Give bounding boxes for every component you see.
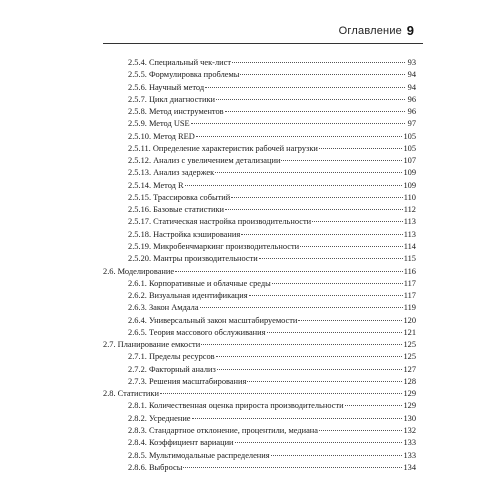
toc-entry-page: 109 xyxy=(403,168,416,178)
toc-entry-page: 127 xyxy=(403,364,416,374)
toc-subsection-entry[interactable] xyxy=(103,118,416,130)
toc-subsection-entry[interactable] xyxy=(103,327,416,339)
toc-entry-title: 2.5.11. Определение характеристик рабочей нагрузки xyxy=(128,143,318,153)
dot-leader xyxy=(319,430,402,431)
dot-leader xyxy=(185,185,403,186)
dot-leader xyxy=(175,271,403,272)
toc-entry-page: 121 xyxy=(403,327,416,337)
toc-entry-page: 125 xyxy=(403,352,416,362)
toc-entry-title: 2.5.18. Настройка кэширования xyxy=(128,229,241,239)
toc-entry-title: 2.5.7. Цикл диагностики xyxy=(128,94,215,104)
toc-entry-title: 2.5.8. Метод инструментов xyxy=(128,107,224,117)
toc-entry-title: 2.8. Статистики xyxy=(103,389,159,399)
dot-leader xyxy=(259,258,403,259)
toc-entry-title: 2.5.16. Базовые статистики xyxy=(128,205,225,215)
toc-entry-title: 2.8.4. Коэффициент вариации xyxy=(128,438,234,448)
toc-subsection-entry[interactable] xyxy=(103,351,416,363)
page-header xyxy=(0,0,500,44)
dot-leader xyxy=(201,344,402,345)
toc-entry-page: 116 xyxy=(403,266,416,276)
toc-subsection-entry[interactable] xyxy=(103,143,416,155)
toc-entry-page: 128 xyxy=(403,376,416,386)
header-divider xyxy=(103,43,423,44)
toc-subsection-entry[interactable] xyxy=(103,216,416,228)
dot-leader xyxy=(225,209,403,210)
toc-subsection-entry[interactable] xyxy=(103,437,416,449)
toc-entry-title: 2.6. Моделирование xyxy=(103,266,175,276)
toc-subsection-entry[interactable] xyxy=(103,290,416,302)
page-number: 9 xyxy=(406,23,414,38)
toc-entry-page: 134 xyxy=(403,462,416,472)
toc-subsection-entry[interactable] xyxy=(103,192,416,204)
toc-entry-title: 2.5.15. Трассировка событий xyxy=(128,192,231,202)
toc-entry-page: 114 xyxy=(403,241,416,251)
toc-entry-title: 2.7. Планирование емкости xyxy=(103,340,201,350)
toc-entry-page: 120 xyxy=(403,315,416,325)
toc-entry-page: 94 xyxy=(407,82,416,92)
toc-entry-page: 110 xyxy=(403,192,416,202)
toc-entry-title: 2.5.6. Научный метод xyxy=(128,82,205,92)
toc-entry-page: 105 xyxy=(403,131,416,141)
toc-entry-title: 2.5.9. Метод USE xyxy=(128,119,190,129)
toc-entry-title: 2.6.2. Визуальная идентификация xyxy=(128,291,248,301)
dot-leader xyxy=(217,369,403,370)
toc-entry-page: 129 xyxy=(403,401,416,411)
toc-entry-page: 96 xyxy=(407,94,416,104)
toc-entry-title: 2.8.6. Выбросы xyxy=(128,462,183,472)
toc-entry-page: 113 xyxy=(403,217,416,227)
dot-leader xyxy=(205,87,405,88)
toc-subsection-entry[interactable] xyxy=(103,278,416,290)
toc-subsection-entry[interactable] xyxy=(103,57,416,69)
toc-entry-page: 113 xyxy=(403,229,416,239)
dot-leader xyxy=(272,283,403,284)
toc-subsection-entry[interactable] xyxy=(103,131,416,143)
dot-leader xyxy=(183,467,402,468)
toc-entry-page: 107 xyxy=(403,156,416,166)
toc-entry-page: 109 xyxy=(403,180,416,190)
toc-subsection-entry[interactable] xyxy=(103,69,416,81)
dot-leader xyxy=(247,381,402,382)
toc-entry-title: 2.8.5. Мультимодальные распределения xyxy=(128,450,270,460)
toc-entry-title: 2.5.4. Специальный чек-лист xyxy=(128,58,231,67)
toc-entry-title: 2.5.10. Метод RED xyxy=(128,131,195,141)
toc-entry-title: 2.6.5. Теория массового обслуживания xyxy=(128,327,266,337)
dot-leader xyxy=(249,295,403,296)
toc-subsection-entry[interactable] xyxy=(103,302,416,314)
dot-leader xyxy=(200,307,403,308)
toc-entry-page: 115 xyxy=(403,254,416,264)
toc-subsection-entry[interactable] xyxy=(103,364,416,376)
toc-section-entry[interactable] xyxy=(103,339,416,351)
toc-entry-title: 2.7.2. Факторный анализ xyxy=(128,364,216,374)
dot-leader xyxy=(319,148,403,149)
toc-entry-title: 2.5.5. Формулировка проблемы xyxy=(128,70,240,80)
toc-entry-title: 2.8.2. Усреднение xyxy=(128,413,191,423)
dot-leader xyxy=(240,74,405,75)
toc-entry-page: 94 xyxy=(407,70,416,80)
toc-entry-page: 133 xyxy=(403,450,416,460)
dot-leader xyxy=(312,221,403,222)
toc-subsection-entry[interactable] xyxy=(103,400,416,412)
toc-subsection-entry[interactable] xyxy=(103,94,416,106)
toc-entry-title: 2.5.19. Микробенчмаркинг производительности xyxy=(128,241,300,251)
toc-subsection-entry[interactable] xyxy=(103,450,416,462)
toc-entry-title: 2.5.13. Анализ задержек xyxy=(128,168,215,178)
toc-entry-title: 2.6.1. Корпоративные и облачные среды xyxy=(128,278,271,288)
dot-leader xyxy=(345,405,403,406)
dot-leader xyxy=(267,332,403,333)
dot-leader xyxy=(300,246,403,247)
toc-entry-page: 132 xyxy=(403,425,416,435)
toc-entry-page: 130 xyxy=(403,413,416,423)
toc-entry-page: 129 xyxy=(403,389,416,399)
dot-leader xyxy=(281,160,402,161)
dot-leader xyxy=(160,393,402,394)
dot-leader xyxy=(241,234,403,235)
toc-subsection-entry[interactable] xyxy=(103,315,416,327)
toc-subsection-entry[interactable] xyxy=(103,253,416,265)
dot-leader xyxy=(191,123,405,124)
toc-subsection-entry[interactable] xyxy=(103,462,416,474)
toc-entry-page: 112 xyxy=(403,205,416,215)
toc-entry-title: 2.5.17. Статическая настройка производительности xyxy=(128,217,312,227)
toc-entry-title: 2.6.3. Закон Амдала xyxy=(128,303,199,313)
dot-leader xyxy=(231,197,402,198)
toc-subsection-entry[interactable] xyxy=(103,180,416,192)
toc-subsection-entry[interactable] xyxy=(103,204,416,216)
dot-leader xyxy=(271,455,403,456)
toc-section-entry[interactable] xyxy=(103,388,416,400)
toc-entry-page: 96 xyxy=(407,107,416,117)
dot-leader xyxy=(192,418,403,419)
toc-entry-title: 2.5.20. Мантры производительности xyxy=(128,254,258,264)
toc-entry-page: 93 xyxy=(407,58,416,67)
dot-leader xyxy=(232,62,405,63)
toc-entry-title: 2.5.14. Метод R xyxy=(128,180,184,190)
toc-entry-page: 97 xyxy=(407,119,416,129)
dot-leader xyxy=(298,320,402,321)
toc-entry-page: 119 xyxy=(403,303,416,313)
dot-leader xyxy=(235,442,403,443)
toc-entry-page: 105 xyxy=(403,143,416,153)
toc-entry-page: 117 xyxy=(403,291,416,301)
dot-leader xyxy=(216,356,403,357)
dot-leader xyxy=(196,136,403,137)
toc-subsection-entry[interactable] xyxy=(103,425,416,437)
toc-entry-page: 125 xyxy=(403,340,416,350)
dot-leader xyxy=(216,99,405,100)
toc-entry-title: 2.8.3. Стандартное отклонение, процентили, медиана xyxy=(128,425,319,435)
toc-subsection-entry[interactable] xyxy=(103,106,416,118)
toc-entry-page: 133 xyxy=(403,438,416,448)
toc-entry-title: 2.7.1. Пределы ресурсов xyxy=(128,352,215,362)
toc-subsection-entry[interactable] xyxy=(103,413,416,425)
toc-entry-title: 2.5.12. Анализ с увеличением детализации xyxy=(128,156,281,166)
toc-section-entry[interactable] xyxy=(103,266,416,278)
toc-subsection-entry[interactable] xyxy=(103,229,416,241)
toc-entry-page: 117 xyxy=(403,278,416,288)
toc-entry-title: 2.8.1. Количественная оценка прироста производительности xyxy=(128,401,344,411)
toc-subsection-entry[interactable] xyxy=(103,376,416,388)
toc-entry-title: 2.6.4. Универсальный закон масштабируемости xyxy=(128,315,298,325)
toc-subsection-entry[interactable] xyxy=(103,241,416,253)
toc-subsection-entry[interactable] xyxy=(103,155,416,167)
running-header-title: Оглавление xyxy=(338,25,402,37)
toc-entry-title: 2.7.3. Решения масштабирования xyxy=(128,376,247,386)
toc-subsection-entry[interactable] xyxy=(103,167,416,179)
dot-leader xyxy=(215,172,402,173)
table-of-contents xyxy=(103,57,416,474)
dot-leader xyxy=(225,111,405,112)
toc-subsection-entry[interactable] xyxy=(103,82,416,94)
